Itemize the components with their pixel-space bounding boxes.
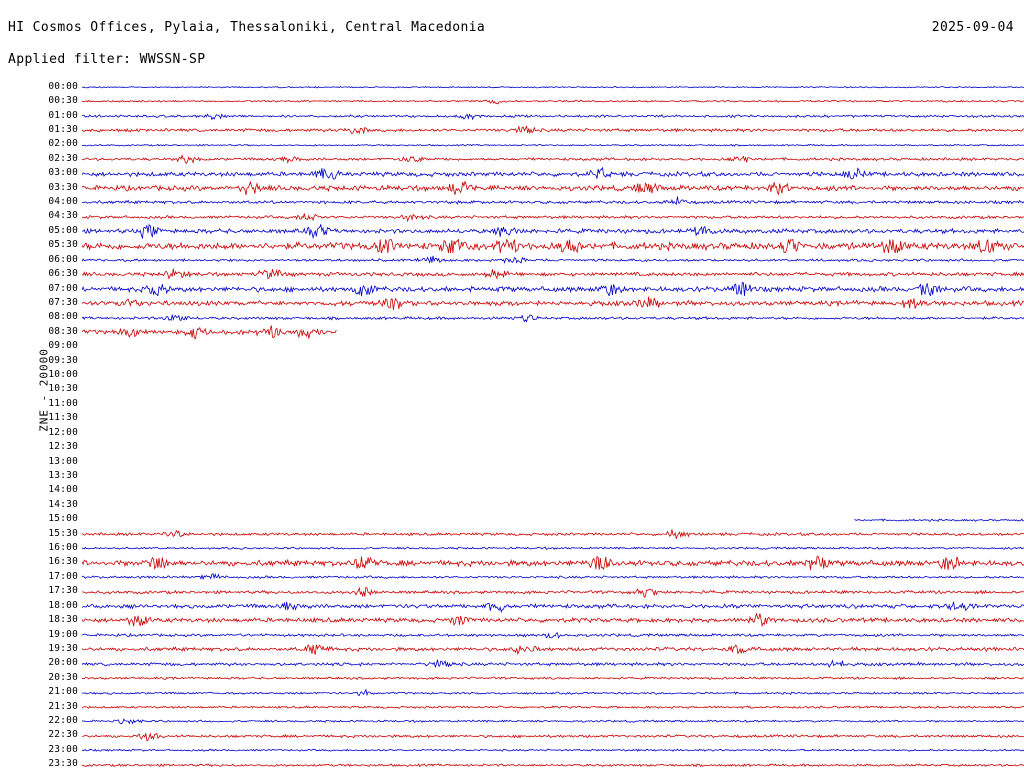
trace-time-label: 08:30 xyxy=(48,325,78,337)
trace-waveform xyxy=(82,368,1024,382)
trace-time-label: 08:00 xyxy=(48,311,78,323)
trace-time-label: 03:30 xyxy=(48,181,78,193)
trace-waveform xyxy=(82,570,1024,584)
trace-time-label: 06:30 xyxy=(48,268,78,280)
trace-time-label: 19:00 xyxy=(48,628,78,640)
applied-filter-label: Applied filter: WWSSN-SP xyxy=(8,52,206,67)
trace-row xyxy=(26,527,1024,541)
trace-waveform xyxy=(82,412,1024,426)
trace-row xyxy=(26,758,1024,772)
trace-row xyxy=(26,729,1024,743)
trace-time-label: 04:00 xyxy=(48,196,78,208)
trace-waveform xyxy=(82,311,1024,325)
trace-row xyxy=(26,484,1024,498)
trace-time-label: 02:30 xyxy=(48,152,78,164)
trace-waveform xyxy=(82,239,1024,253)
trace-row xyxy=(26,123,1024,137)
trace-time-label: 10:30 xyxy=(48,383,78,395)
trace-waveform xyxy=(82,253,1024,267)
trace-row xyxy=(26,440,1024,454)
trace-waveform xyxy=(82,94,1024,108)
trace-waveform xyxy=(82,541,1024,555)
trace-time-label: 12:00 xyxy=(48,426,78,438)
trace-time-label: 07:00 xyxy=(48,282,78,294)
trace-row xyxy=(26,224,1024,238)
trace-waveform xyxy=(82,210,1024,224)
trace-waveform xyxy=(82,686,1024,700)
trace-row xyxy=(26,397,1024,411)
trace-row xyxy=(26,94,1024,108)
trace-time-label: 07:30 xyxy=(48,296,78,308)
trace-row xyxy=(26,138,1024,152)
trace-waveform xyxy=(82,397,1024,411)
trace-time-label: 23:00 xyxy=(48,743,78,755)
trace-waveform xyxy=(82,267,1024,281)
recording-date: 2025-09-04 xyxy=(931,20,1014,35)
trace-waveform xyxy=(82,152,1024,166)
trace-waveform xyxy=(82,599,1024,613)
trace-row xyxy=(26,541,1024,555)
trace-waveform xyxy=(82,325,1024,339)
trace-time-label: 22:30 xyxy=(48,729,78,741)
trace-waveform xyxy=(82,527,1024,541)
trace-row xyxy=(26,340,1024,354)
trace-time-label: 18:30 xyxy=(48,614,78,626)
trace-time-label: 16:00 xyxy=(48,542,78,554)
trace-waveform xyxy=(82,729,1024,743)
trace-row xyxy=(26,296,1024,310)
trace-time-label: 13:30 xyxy=(48,469,78,481)
trace-waveform xyxy=(82,426,1024,440)
trace-row xyxy=(26,267,1024,281)
helicorder-plot xyxy=(26,80,1024,772)
trace-time-label: 17:30 xyxy=(48,585,78,597)
trace-row xyxy=(26,671,1024,685)
trace-time-label: 11:30 xyxy=(48,412,78,424)
trace-waveform xyxy=(82,80,1024,94)
trace-row xyxy=(26,325,1024,339)
trace-row xyxy=(26,513,1024,527)
trace-row xyxy=(26,455,1024,469)
trace-time-label: 05:00 xyxy=(48,224,78,236)
trace-time-label: 20:30 xyxy=(48,671,78,683)
trace-waveform xyxy=(82,455,1024,469)
trace-row xyxy=(26,368,1024,382)
trace-waveform xyxy=(82,498,1024,512)
trace-row xyxy=(26,642,1024,656)
trace-time-label: 04:30 xyxy=(48,210,78,222)
trace-time-label: 23:30 xyxy=(48,758,78,770)
trace-row xyxy=(26,613,1024,627)
trace-row xyxy=(26,469,1024,483)
trace-row xyxy=(26,570,1024,584)
trace-waveform xyxy=(82,642,1024,656)
trace-time-label: 12:30 xyxy=(48,441,78,453)
trace-waveform xyxy=(82,383,1024,397)
trace-row xyxy=(26,599,1024,613)
trace-time-label: 10:00 xyxy=(48,369,78,381)
trace-time-label: 15:30 xyxy=(48,527,78,539)
trace-time-label: 21:30 xyxy=(48,700,78,712)
trace-waveform xyxy=(82,758,1024,772)
trace-time-label: 21:00 xyxy=(48,686,78,698)
trace-row xyxy=(26,383,1024,397)
trace-time-label: 20:00 xyxy=(48,657,78,669)
trace-time-label: 18:00 xyxy=(48,599,78,611)
trace-time-label: 00:30 xyxy=(48,95,78,107)
y-axis-label: ZNE - 20000 xyxy=(37,348,51,432)
trace-row xyxy=(26,585,1024,599)
trace-row xyxy=(26,743,1024,757)
trace-row xyxy=(26,181,1024,195)
trace-waveform xyxy=(82,700,1024,714)
trace-time-label: 09:00 xyxy=(48,340,78,352)
trace-row xyxy=(26,498,1024,512)
trace-time-label: 15:00 xyxy=(48,513,78,525)
page-title: HI Cosmos Offices, Pylaia, Thessaloniki, Central Macedonia xyxy=(8,20,486,35)
trace-waveform xyxy=(82,714,1024,728)
trace-row xyxy=(26,628,1024,642)
trace-waveform xyxy=(82,513,1024,527)
trace-waveform xyxy=(82,354,1024,368)
trace-row xyxy=(26,195,1024,209)
trace-time-label: 14:30 xyxy=(48,498,78,510)
trace-time-label: 22:00 xyxy=(48,715,78,727)
trace-row xyxy=(26,700,1024,714)
trace-waveform xyxy=(82,657,1024,671)
trace-waveform xyxy=(82,556,1024,570)
trace-row xyxy=(26,210,1024,224)
trace-time-label: 19:30 xyxy=(48,642,78,654)
trace-waveform xyxy=(82,296,1024,310)
trace-waveform xyxy=(82,628,1024,642)
trace-time-label: 00:00 xyxy=(48,80,78,92)
trace-waveform xyxy=(82,469,1024,483)
trace-time-label: 02:00 xyxy=(48,138,78,150)
trace-row xyxy=(26,426,1024,440)
trace-time-label: 06:00 xyxy=(48,253,78,265)
trace-time-label: 03:00 xyxy=(48,167,78,179)
trace-waveform xyxy=(82,123,1024,137)
trace-time-label: 17:00 xyxy=(48,570,78,582)
trace-time-label: 09:30 xyxy=(48,354,78,366)
trace-waveform xyxy=(82,195,1024,209)
trace-waveform xyxy=(82,585,1024,599)
trace-row xyxy=(26,167,1024,181)
trace-time-label: 05:30 xyxy=(48,239,78,251)
trace-row xyxy=(26,80,1024,94)
trace-waveform xyxy=(82,167,1024,181)
trace-waveform xyxy=(82,340,1024,354)
trace-row xyxy=(26,556,1024,570)
trace-row xyxy=(26,253,1024,267)
trace-waveform xyxy=(82,282,1024,296)
trace-waveform xyxy=(82,109,1024,123)
trace-row xyxy=(26,282,1024,296)
trace-time-label: 14:00 xyxy=(48,484,78,496)
trace-waveform xyxy=(82,181,1024,195)
trace-waveform xyxy=(82,138,1024,152)
trace-time-label: 16:30 xyxy=(48,556,78,568)
trace-waveform xyxy=(82,671,1024,685)
trace-time-label: 01:30 xyxy=(48,123,78,135)
trace-row xyxy=(26,686,1024,700)
trace-row xyxy=(26,152,1024,166)
trace-row xyxy=(26,239,1024,253)
trace-waveform xyxy=(82,440,1024,454)
trace-time-label: 01:00 xyxy=(48,109,78,121)
trace-row xyxy=(26,657,1024,671)
trace-row xyxy=(26,412,1024,426)
trace-waveform xyxy=(82,484,1024,498)
trace-row xyxy=(26,354,1024,368)
trace-time-label: 11:00 xyxy=(48,397,78,409)
trace-row xyxy=(26,311,1024,325)
trace-waveform xyxy=(82,224,1024,238)
trace-row xyxy=(26,714,1024,728)
trace-waveform xyxy=(82,743,1024,757)
trace-waveform xyxy=(82,613,1024,627)
trace-time-label: 13:00 xyxy=(48,455,78,467)
trace-row xyxy=(26,109,1024,123)
